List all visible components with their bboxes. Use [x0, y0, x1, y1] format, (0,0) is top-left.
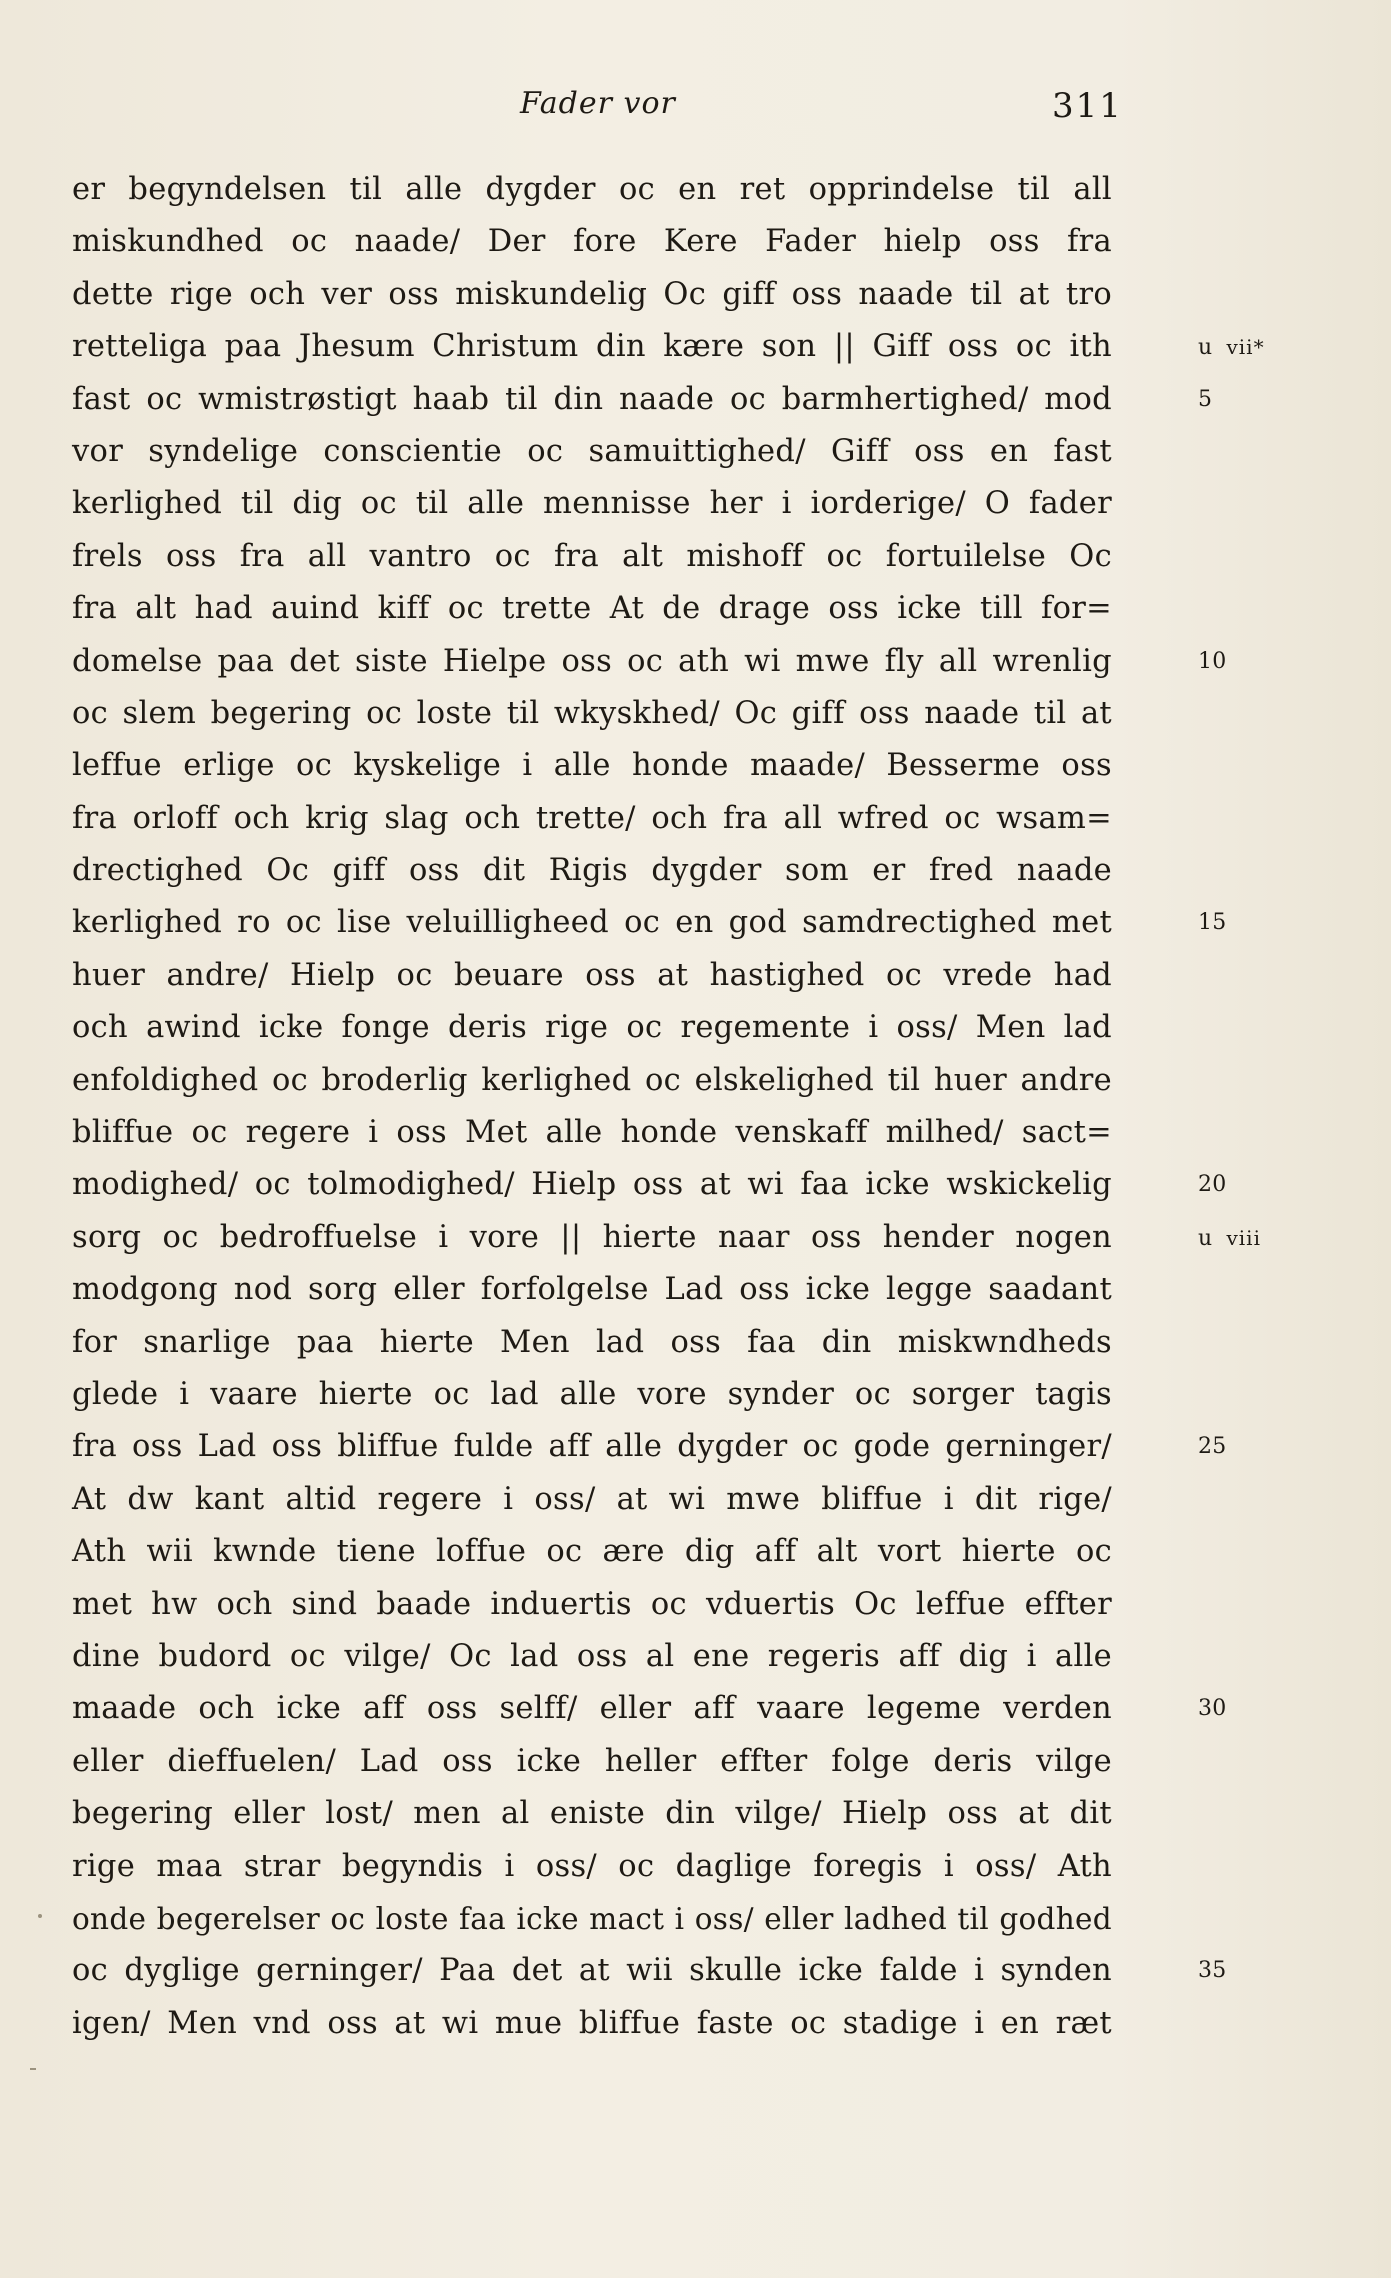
paper-speck [38, 1914, 42, 1918]
line-text: miskundhed oc naade/ Der fore Kere Fader hielp oss fra [72, 224, 1112, 260]
line-number: 5 [1198, 386, 1213, 412]
text-line [72, 478, 1112, 530]
text-line [72, 1421, 1227, 1473]
line-text: sorg oc bedroffuelse i vore || hierte naar oss hender nogen [72, 1219, 1112, 1255]
text-line [72, 845, 1112, 897]
line-text: drectighed Oc giff oss dit Rigis dygder som er fred naade [72, 853, 1112, 889]
margin-reference-folio: viii [1226, 1225, 1261, 1250]
margin-reference [1198, 1212, 1261, 1265]
line-text: glede i vaare hierte oc lad alle vore synder oc sorger tagis [72, 1376, 1112, 1412]
text-line [72, 1526, 1112, 1578]
text-line [72, 164, 1112, 216]
text-line [72, 1788, 1112, 1840]
text-line [72, 216, 1112, 268]
text-line [72, 1002, 1112, 1054]
line-text: modighed/ oc tolmodighed/ Hielp oss at wi faa icke wskickelig [72, 1167, 1112, 1203]
running-title: Fader vor [520, 86, 676, 121]
line-text: onde begerelser oc loste faa icke mact i oss/ eller ladhed til godhed [72, 1901, 1112, 1936]
line-text: huer andre/ Hielp oc beuare oss at hastighed oc vrede had [72, 957, 1112, 993]
line-text: for snarlige paa hierte Men lad oss faa din miskwndheds [72, 1324, 1112, 1360]
text-line [72, 531, 1112, 583]
line-text: dette rige och ver oss miskundelig Oc giff oss naade til at tro [72, 276, 1112, 312]
line-text: modgong nod sorg eller forfolgelse Lad oss icke legge saadant [72, 1272, 1112, 1308]
line-number: 20 [1198, 1172, 1227, 1198]
text-line [72, 1841, 1112, 1893]
margin-reference [1198, 321, 1265, 374]
line-number: 35 [1198, 1958, 1227, 1984]
text-line [72, 740, 1112, 792]
text-line [72, 793, 1112, 845]
line-text: och awind icke fonge deris rige oc regemente i oss/ Men lad [72, 1010, 1112, 1046]
text-line [72, 1683, 1227, 1735]
text-line [72, 1736, 1112, 1788]
line-text: oc dyglige gerninger/ Paa det at wii skulle icke falde i synden [72, 1953, 1112, 1989]
text-line [72, 1369, 1112, 1421]
text-line [72, 897, 1227, 949]
text-line [72, 950, 1112, 1002]
line-number: 15 [1198, 910, 1227, 936]
text-line [72, 321, 1265, 373]
text-line [72, 583, 1112, 635]
line-text: enfoldighed oc broderlig kerlighed oc elskelighed til huer andre [72, 1062, 1112, 1098]
text-line [72, 1317, 1112, 1369]
line-text: fra oss Lad oss bliffue fulde aff alle dygder oc gode gerninger/ [72, 1429, 1112, 1465]
text-line [72, 1998, 1112, 2050]
margin-reference-letter: u [1198, 1225, 1213, 1251]
line-text: maade och icke aff oss selff/ eller aff vaare legeme verden [72, 1691, 1112, 1727]
body-text [72, 164, 1265, 2050]
line-text: retteliga paa Jhesum Christum din kære son || Giff oss oc ith [72, 329, 1112, 365]
line-text: eller dieffuelen/ Lad oss icke heller effter folge deris vilge [72, 1743, 1112, 1779]
line-text: kerlighed til dig oc til alle mennisse her i iorderige/ O fader [72, 486, 1112, 522]
line-text: fra alt had auind kiff oc trette At de drage oss icke till for= [72, 591, 1112, 627]
page-number: 311 [1052, 86, 1123, 126]
line-text: begering eller lost/ men al eniste din vilge/ Hielp oss at dit [72, 1796, 1112, 1832]
text-line [72, 374, 1213, 426]
text-line [72, 1212, 1261, 1264]
line-number: 30 [1198, 1696, 1227, 1722]
line-text: Ath wii kwnde tiene loffue oc ære dig aff alt vort hierte oc [72, 1534, 1112, 1570]
text-line [72, 1631, 1112, 1683]
text-line [72, 1055, 1112, 1107]
line-text: met hw och sind baade induertis oc vduertis Oc leffue effter [72, 1586, 1112, 1622]
line-text: At dw kant altid regere i oss/ at wi mwe bliffue i dit rige/ [72, 1481, 1112, 1517]
line-text: fra orloff och krig slag och trette/ och fra all wfred oc wsam= [72, 800, 1112, 836]
text-line [72, 636, 1227, 688]
text-line [72, 426, 1112, 478]
text-line [72, 1107, 1112, 1159]
line-text: fast oc wmistrøstigt haab til din naade oc barmhertighed/ mod [72, 381, 1112, 417]
text-line [72, 269, 1112, 321]
paper-speck [30, 2068, 36, 2070]
line-text: dine budord oc vilge/ Oc lad oss al ene regeris aff dig i alle [72, 1638, 1112, 1674]
running-head [0, 86, 1391, 126]
text-line [72, 1264, 1112, 1316]
text-line [72, 688, 1112, 740]
line-text: kerlighed ro oc lise veluilligheed oc en god samdrectighed met [72, 905, 1112, 941]
line-text: er begyndelsen til alle dygder oc en ret opprindelse til all [72, 172, 1112, 207]
line-text: oc slem begering oc loste til wkyskhed/ Oc giff oss naade til at [72, 695, 1112, 731]
text-line [72, 1474, 1112, 1526]
line-text: igen/ Men vnd oss at wi mue bliffue faste oc stadige i en ræt [72, 2005, 1112, 2041]
text-line [72, 1159, 1227, 1211]
line-text: rige maa strar begyndis i oss/ oc daglige foregis i oss/ Ath [72, 1848, 1112, 1884]
line-number: 25 [1198, 1434, 1227, 1460]
text-line [72, 1893, 1112, 1945]
line-number: 10 [1198, 648, 1227, 674]
margin-reference-folio: vii* [1226, 335, 1265, 360]
line-text: frels oss fra all vantro oc fra alt mishoff oc fortuilelse Oc [72, 538, 1112, 574]
line-text: leffue erlige oc kyskelige i alle honde maade/ Besserme oss [72, 748, 1112, 784]
text-line [72, 1945, 1227, 1997]
margin-reference-letter: u [1198, 335, 1213, 361]
line-text: bliffue oc regere i oss Met alle honde venskaff milhed/ sact= [72, 1115, 1112, 1151]
line-text: domelse paa det siste Hielpe oss oc ath wi mwe fly all wrenlig [72, 643, 1112, 679]
line-text: vor syndelige conscientie oc samuittighed/ Giff oss en fast [72, 433, 1112, 469]
text-line [72, 1579, 1112, 1631]
